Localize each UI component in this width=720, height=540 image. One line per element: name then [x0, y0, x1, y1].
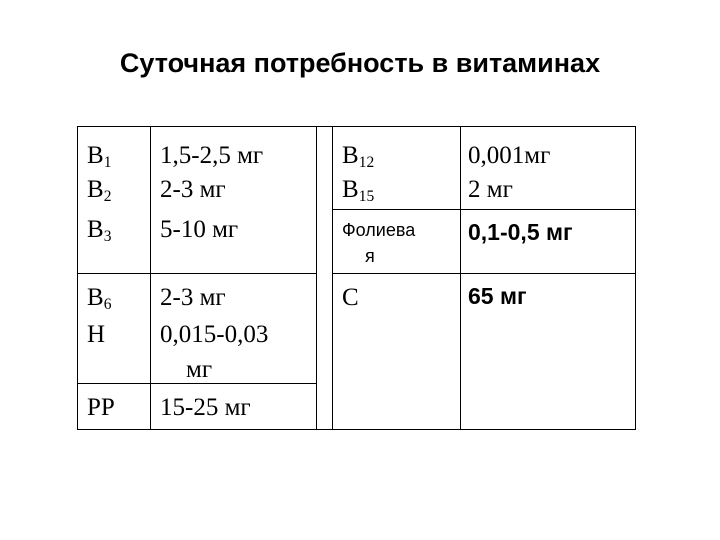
vitamin-c-label: C [342, 284, 359, 311]
column-divider [460, 127, 461, 429]
vitamin-b2-label: $B_2$ [87, 176, 112, 205]
vitamin-b2-value: 2-3 мг [160, 176, 226, 203]
folic-acid-value: 0,1-0,5 мг [468, 219, 573, 245]
vitamin-b6-label: $B_6$ [87, 284, 112, 313]
vitamin-b15-value: 2 мг [468, 176, 513, 203]
vitamin-b1-value: 1,5-2,5 мг [160, 142, 264, 169]
vitamin-b3-value: 5-10 мг [160, 216, 239, 243]
vitamin-b12-label: $B_{12}$ [342, 142, 375, 171]
row-divider [332, 209, 635, 210]
vitamin-pp-value: 15-25 мг [160, 394, 251, 421]
vitamin-b12-value: 0,001мг [468, 142, 551, 169]
vitamin-b1-label: $B_1$ [87, 142, 112, 171]
folic-acid-label-cont: я [365, 246, 375, 266]
vitamin-h-value: 0,015-0,03 [160, 321, 269, 348]
vitamin-b15-label: $B_{15}$ [342, 176, 375, 205]
row-divider [78, 383, 316, 384]
vitamin-h-value-unit: мг [186, 356, 213, 383]
column-divider [316, 127, 317, 429]
row-divider [332, 273, 635, 274]
vitamin-b6-value: 2-3 мг [160, 284, 226, 311]
vitamin-h-label: H [87, 321, 106, 348]
vitamin-c-value: 65 мг [468, 283, 527, 309]
vitamin-b3-label: $B_3$ [87, 216, 112, 245]
vitamin-pp-label: PP [87, 394, 115, 421]
folic-acid-label: Фолиева [342, 220, 416, 240]
column-divider [332, 127, 333, 429]
vitamin-table [77, 126, 636, 430]
row-divider [78, 273, 316, 274]
page-title: Суточная потребность в витаминах [119, 48, 601, 78]
